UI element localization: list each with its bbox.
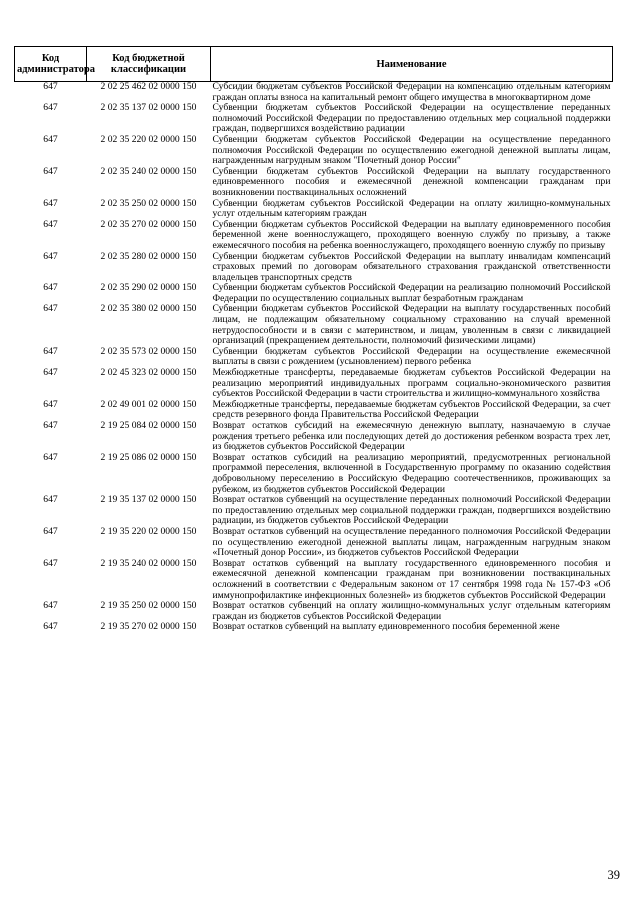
budget-code-cell: 2 02 45 323 02 0000 150 (100, 367, 197, 379)
budget-classification-table (14, 46, 613, 633)
table-row (15, 368, 613, 400)
name-cell: Возврат остатков субвенций на оплату жилищно-коммунальных услуг отдельным категориям граждан из бюджетов субъектов Российской Федерации (212, 600, 611, 622)
budget-code-cell: 2 02 35 573 02 0000 150 (100, 345, 197, 357)
table-row (15, 220, 613, 252)
name-cell: Субвенции бюджетам субъектов Российской Федерации на осуществление переданного полномочия Российской Федерации по осуществлению ежегодной денежной выплаты лицам, награжденным нагрудным знаком "Почетный донор России" (212, 133, 611, 167)
table-row (15, 347, 613, 368)
header-budget-code: Код бюджетной классификации (87, 47, 211, 82)
name-cell: Субсидии бюджетам субъектов Российской Федерации на компенсацию отдельным категориям граждан оплаты взноса на капитальный ремонт общего имущества в многоквартирном доме (212, 81, 611, 103)
budget-code-cell: 2 02 35 270 02 0000 150 (100, 218, 197, 230)
table-row (15, 199, 613, 220)
admin-code-cell: 647 (43, 398, 58, 410)
budget-code-cell: 2 02 25 462 02 0000 150 (100, 81, 197, 92)
table-row (15, 622, 613, 633)
header-admin-code: Код администратора (15, 47, 87, 82)
budget-code-cell: 2 02 35 380 02 0000 150 (100, 303, 197, 315)
name-cell: Субвенции бюджетам субъектов Российской Федерации на выплату инвалидам компенсаций страховых премий по договорам обязательного страхования гражданской ответственности владельцев транспортных средств (212, 250, 611, 283)
table-row (15, 135, 613, 167)
admin-code-cell: 647 (43, 345, 58, 357)
admin-code-cell: 647 (43, 420, 58, 431)
budget-code-cell: 2 19 35 137 02 0000 150 (100, 494, 197, 506)
table-row (15, 167, 613, 199)
table-row (15, 453, 613, 495)
name-cell: Субвенции бюджетам субъектов Российской Федерации на выплату единовременного пособия беременной жене военнослужащего, проходящего военную службу по призыву, а также ежемесячного пособия на ребенка военнослужащего, проходящего военную службу по призыву (212, 218, 611, 251)
admin-code-cell: 647 (43, 367, 58, 379)
budget-code-cell: 2 19 25 086 02 0000 150 (100, 451, 197, 463)
name-cell: Субвенции бюджетам субъектов Российской Федерации на осуществление ежемесячной выплаты в связи с рождением (усыновлением) первого ребенка (212, 345, 611, 368)
budget-code-cell: 2 19 35 240 02 0000 150 (100, 557, 197, 569)
table-row (15, 601, 613, 622)
name-cell: Субвенции бюджетам субъектов Российской Федерации на выплату государственного единовременного пособия и ежемесячной денежной компенсации гражданам при возникновении поствакцинальных осложнений (212, 165, 611, 198)
name-cell: Субвенции бюджетам субъектов Российской Федерации на выплату государственных пособий лицам, не подлежащим обязательному социальному страхованию на случай временной нетрудоспособности и в связи с материнством, и лицам, уволенным в связи с ликвидацией организаций (прекращением деятельности, полномочий физическими лицами) (212, 303, 611, 347)
admin-code-cell: 647 (43, 494, 58, 506)
admin-code-cell: 647 (43, 218, 58, 230)
budget-code-cell: 2 02 35 137 02 0000 150 (100, 102, 197, 114)
budget-code-cell: 2 02 35 240 02 0000 150 (100, 165, 197, 177)
name-cell: Субвенции бюджетам субъектов Российской Федерации на оплату жилищно-коммунальных услуг отдельным категориям граждан (212, 197, 611, 220)
table-row (15, 82, 613, 104)
name-cell: Межбюджетные трансферты, передаваемые бюджетам субъектов Российской Федерации на реализацию мероприятий индивидуальных программ социально-экономического развития субъектов Российской Федерации в части строительства и жилищно-коммунального хозяйства (212, 367, 611, 400)
name-cell: Субвенции бюджетам субъектов Российской Федерации на осуществление переданных полномочий Российской Федерации по предоставлению отдельных мер социальной поддержки граждан, подвергшихся воздействию радиации (212, 102, 611, 135)
budget-code-cell: 2 02 49 001 02 0000 150 (100, 398, 197, 410)
name-cell: Возврат остатков субвенций на выплату государственного единовременного пособия и ежемесячной денежной компенсации гражданам при возникновении поствакцинальных осложнений в соответствии с Федеральным законом от 17 сентября 1998 года № 157-ФЗ «Об иммунопрофилактике инфекционных болезней» из бюджетов субъектов Российской Федерации (212, 557, 611, 601)
name-cell: Возврат остатков субвенций на осуществление переданного полномочия Российской Федерации по осуществлению ежегодной денежной выплаты лицам, награжденным нагрудным знаком «Почетный донор России», из бюджетов субъектов Российской Федерации (212, 525, 611, 559)
admin-code-cell: 647 (43, 303, 58, 315)
name-cell: Возврат остатков субсидий на ежемесячную денежную выплату, назначаемую в случае рождения третьего ребенка или последующих детей до достижения ребенком возраста трех лет, из бюджетов субъектов Российской Федерации (212, 420, 611, 453)
table-body (15, 82, 613, 633)
table-row (15, 421, 613, 453)
budget-code-cell: 2 19 35 220 02 0000 150 (100, 525, 197, 537)
admin-code-cell: 647 (43, 282, 58, 294)
page-number: 39 (607, 868, 620, 882)
budget-code-cell: 2 02 35 220 02 0000 150 (100, 133, 197, 145)
admin-code-cell: 647 (43, 81, 58, 92)
name-cell: Межбюджетные трансферты, передаваемые бюджетам субъектов Российской Федерации, за счет средств резервного фонда Правительства Российской Федерации (212, 398, 611, 421)
budget-code-cell: 2 02 35 280 02 0000 150 (100, 250, 197, 262)
budget-code-cell: 2 02 35 290 02 0000 150 (100, 282, 197, 294)
admin-code-cell: 647 (43, 165, 58, 177)
name-cell: Возврат остатков субсидий на реализацию мероприятий, предусмотренных региональной программой переселения, включенной в Государственную программу по оказанию содействия добровольному переселению в Российскую Федерацию соотечественников, проживающих за рубежом, из бюджетов субъектов Российской Федерации (212, 451, 611, 495)
table-row (15, 252, 613, 284)
table-row (15, 495, 613, 527)
admin-code-cell: 647 (43, 525, 58, 537)
name-cell: Возврат остатков субвенций на осуществление переданных полномочий Российской Федерации по предоставлению отдельных мер социальной поддержки граждан, подвергшихся воздействию радиации, из бюджетов субъектов Российской Федерации (212, 494, 611, 527)
table-header-row (15, 47, 613, 82)
admin-code-cell: 647 (43, 600, 58, 612)
table-row (15, 283, 613, 304)
admin-code-cell: 647 (43, 557, 58, 569)
budget-code-cell: 2 02 35 250 02 0000 150 (100, 197, 197, 209)
admin-code-cell: 647 (43, 250, 58, 262)
header-name: Наименование (211, 47, 613, 82)
table-row (15, 527, 613, 559)
budget-code-cell: 2 19 35 250 02 0000 150 (100, 600, 197, 612)
budget-code-cell: 2 19 35 270 02 0000 150 (100, 621, 197, 633)
table-row (15, 400, 613, 421)
admin-code-cell: 647 (43, 102, 58, 114)
budget-code-cell: 2 19 25 084 02 0000 150 (100, 420, 197, 431)
admin-code-cell: 647 (43, 133, 58, 145)
admin-code-cell: 647 (43, 451, 58, 463)
admin-code-cell: 647 (43, 197, 58, 209)
admin-code-cell: 647 (43, 621, 58, 633)
name-cell: Субвенции бюджетам субъектов Российской Федерации на реализацию полномочий Российской Федерации по осуществлению социальных выплат безработным гражданам (212, 282, 611, 304)
table-row (15, 304, 613, 346)
table-row (15, 559, 613, 601)
name-cell: Возврат остатков субвенций на выплату единовременного пособия беременной жене (212, 621, 560, 633)
table-row (15, 103, 613, 135)
